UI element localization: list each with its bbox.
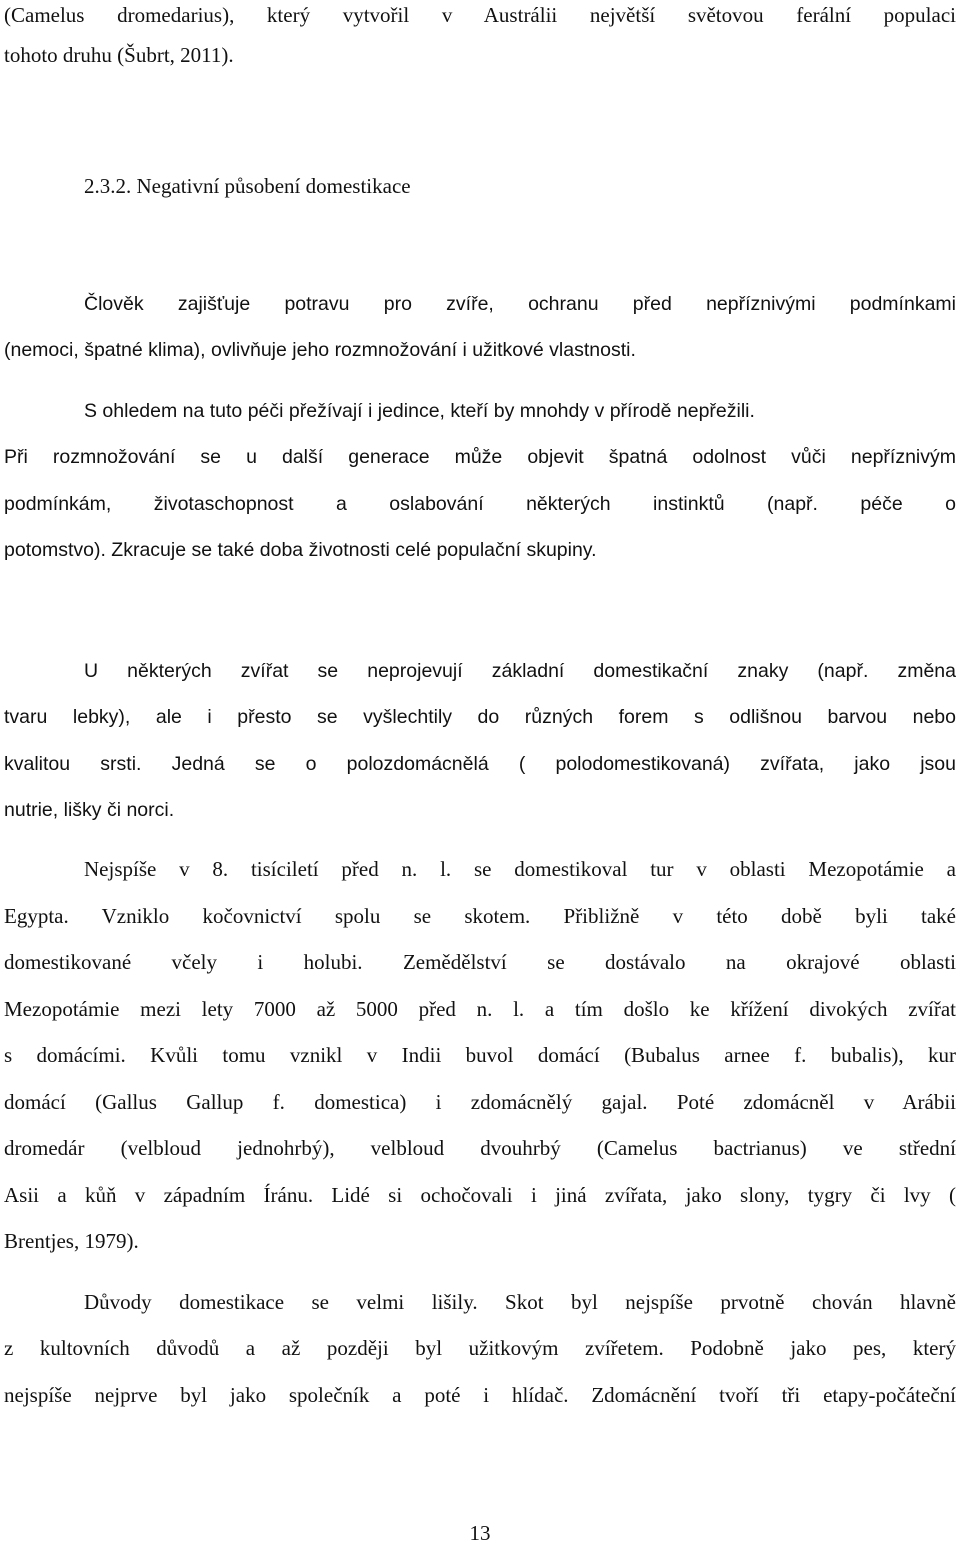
text-line: (Camelus dromedarius), který vytvořil v Austrálii největší světovou ferální populaci	[4, 3, 956, 27]
page-number: 13	[469, 1521, 491, 1545]
text-line: potomstvo). Zkracuje se také doba životnosti celé populační skupiny.	[4, 539, 597, 561]
text-line: (nemoci, špatné klima), ovlivňuje jeho rozmnožování i užitkové vlastnosti.	[4, 339, 636, 361]
text-line: kvalitou srsti. Jedná se o polozdomácnělá ( polodomestikovaná) zvířata, jako jsou	[4, 753, 956, 775]
text-line: tohoto druhu (Šubrt, 2011).	[4, 43, 234, 67]
text-line: tvaru lebky), ale i přesto se vyšlechtily do různých forem s odlišnou barvou nebo	[4, 706, 956, 728]
section-heading: 2.3.2. Negativní působení domestikace	[84, 174, 411, 198]
text-line: Brentjes, 1979).	[4, 1229, 139, 1253]
text-line: domácí (Gallus Gallup f. domestica) i zdomácnělý gajal. Poté zdomácněl v Arábii	[4, 1090, 956, 1114]
text-line: Důvody domestikace se velmi lišily. Skot byl nejspíše prvotně chován hlavně	[84, 1290, 956, 1314]
text-line: Egypta. Vzniklo kočovnictví spolu se skotem. Přibližně v této době byli také	[4, 904, 956, 928]
text-line: podmínkám, životaschopnost a oslabování některých instinktů (např. péče o	[4, 493, 956, 515]
text-line: s domácími. Kvůli tomu vznikl v Indii buvol domácí (Bubalus arnee f. bubalis), kur	[4, 1043, 956, 1067]
text-line: dromedár (velbloud jednohrbý), velbloud dvouhrbý (Camelus bactrianus) ve střední	[4, 1136, 956, 1160]
text-line: Člověk zajišťuje potravu pro zvíře, ochranu před nepříznivými podmínkami	[84, 293, 956, 315]
text-line: Při rozmnožování se u další generace může objevit špatná odolnost vůči nepříznivým	[4, 446, 956, 468]
text-line: nejspíše nejprve byl jako společník a poté i hlídač. Zdomácnění tvoří tři etapy-počáteční	[4, 1383, 956, 1407]
text-line: Nejspíše v 8. tisíciletí před n. l. se domestikoval tur v oblasti Mezopotámie a	[84, 857, 956, 881]
text-line: U některých zvířat se neprojevují základní domestikační znaky (např. změna	[84, 660, 956, 682]
text-line: domestikované včely i holubi. Zemědělství se dostávalo na okrajové oblasti	[4, 950, 956, 974]
text-line: Mezopotámie mezi lety 7000 až 5000 před n. l. a tím došlo ke křížení divokých zvířat	[4, 997, 956, 1021]
text-line: S ohledem na tuto péči přežívají i jedince, kteří by mnohdy v přírodě nepřežili.	[84, 400, 755, 422]
text-line: Asii a kůň v západním Íránu. Lidé si ochočovali i jiná zvířata, jako slony, tygry či lvy (	[4, 1183, 956, 1207]
text-line: z kultovních důvodů a až později byl užitkovým zvířetem. Podobně jako pes, který	[4, 1336, 956, 1360]
text-line: nutrie, lišky či norci.	[4, 799, 175, 821]
